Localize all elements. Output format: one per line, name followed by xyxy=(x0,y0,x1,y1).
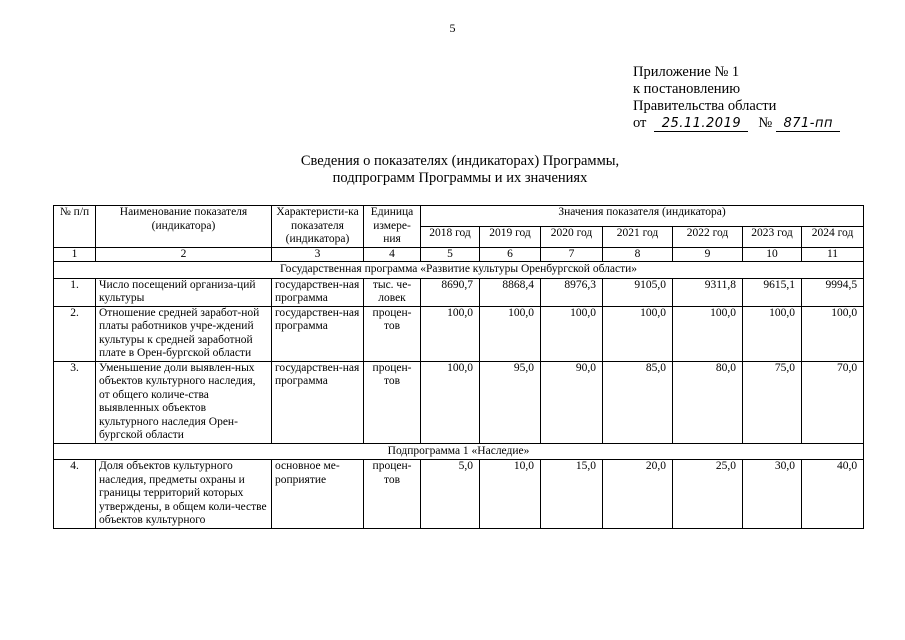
header-year: 2020 год xyxy=(541,226,603,247)
value-cell: 85,0 xyxy=(603,361,673,443)
characteristic-cell: государствен-ная программа xyxy=(272,361,364,443)
table-row xyxy=(54,361,864,443)
indicator-name-cell: Доля объектов культурного наследия, предметы охраны и границы территорий которых утверждены, в общем коли-честве объектов культурного xyxy=(96,460,272,529)
header-row-1 xyxy=(54,206,864,227)
header-year: 2019 год xyxy=(480,226,541,247)
column-number: 8 xyxy=(603,247,673,262)
section-title: Государственная программа «Развитие культуры Оренбургской области» xyxy=(54,262,864,279)
characteristic-cell: государствен-ная программа xyxy=(272,278,364,306)
row-number-cell: 2. xyxy=(54,306,96,361)
unit-cell: процен-тов xyxy=(364,460,421,529)
column-number: 11 xyxy=(802,247,864,262)
value-cell: 100,0 xyxy=(673,306,743,361)
appendix-date-line xyxy=(633,115,840,132)
from-prefix: от xyxy=(633,115,647,131)
table-row xyxy=(54,306,864,361)
indicator-name-cell: Уменьшение доли выявлен-ных объектов культурного наследия, от общего количе-ства выявленных объектов культурного наследия Орен-бургской области xyxy=(96,361,272,443)
value-cell: 25,0 xyxy=(673,460,743,529)
value-cell: 5,0 xyxy=(421,460,480,529)
column-number: 7 xyxy=(541,247,603,262)
appendix-line-3: Правительства области xyxy=(633,98,777,114)
value-cell: 9994,5 xyxy=(802,278,864,306)
row-number-cell: 3. xyxy=(54,361,96,443)
value-cell: 9311,8 xyxy=(673,278,743,306)
column-number: 3 xyxy=(272,247,364,262)
appendix-block xyxy=(633,64,840,132)
unit-cell: тыс. че-ловек xyxy=(364,278,421,306)
page-number: 5 xyxy=(449,21,456,35)
section-row xyxy=(54,262,864,279)
indicators-table xyxy=(53,205,864,529)
column-number-row xyxy=(54,247,864,262)
value-cell: 8976,3 xyxy=(541,278,603,306)
header-values-group: Значения показателя (индикатора) xyxy=(421,206,864,227)
characteristic-cell: государствен-ная программа xyxy=(272,306,364,361)
column-number: 2 xyxy=(96,247,272,262)
title-line-1: Сведения о показателях (индикаторах) Программы, xyxy=(300,153,620,169)
value-cell: 80,0 xyxy=(673,361,743,443)
column-number: 10 xyxy=(743,247,802,262)
title-line-2: подпрограмм Программы и их значениях xyxy=(332,170,588,186)
header-year: 2023 год xyxy=(743,226,802,247)
header-characteristic: Характеристи-ка показателя (индикатора) xyxy=(272,206,364,248)
value-cell: 10,0 xyxy=(480,460,541,529)
column-number: 4 xyxy=(364,247,421,262)
value-cell: 8868,4 xyxy=(480,278,541,306)
value-cell: 75,0 xyxy=(743,361,802,443)
value-cell: 95,0 xyxy=(480,361,541,443)
header-year: 2018 год xyxy=(421,226,480,247)
handwritten-number: 871-пп xyxy=(776,117,840,132)
unit-cell: процен-тов xyxy=(364,306,421,361)
value-cell: 9105,0 xyxy=(603,278,673,306)
header-num: № п/п xyxy=(54,206,96,248)
column-number: 6 xyxy=(480,247,541,262)
section-row xyxy=(54,443,864,460)
table-row xyxy=(54,278,864,306)
number-symbol: № xyxy=(758,115,773,131)
value-cell: 100,0 xyxy=(743,306,802,361)
value-cell: 8690,7 xyxy=(421,278,480,306)
table-row xyxy=(54,460,864,529)
appendix-line-1: Приложение № 1 xyxy=(633,64,740,80)
document-title xyxy=(230,153,690,187)
appendix-line-2: к постановлению xyxy=(633,81,741,97)
value-cell: 100,0 xyxy=(421,361,480,443)
value-cell: 9615,1 xyxy=(743,278,802,306)
value-cell: 100,0 xyxy=(603,306,673,361)
indicator-name-cell: Отношение средней заработ-ной платы работников учре-ждений культуры к средней заработной плате в Орен-бургской области xyxy=(96,306,272,361)
value-cell: 40,0 xyxy=(802,460,864,529)
handwritten-date: 25.11.2019 xyxy=(654,117,748,132)
value-cell: 30,0 xyxy=(743,460,802,529)
header-year: 2024 год xyxy=(802,226,864,247)
header-name: Наименование показателя (индикатора) xyxy=(96,206,272,248)
value-cell: 100,0 xyxy=(802,306,864,361)
value-cell: 100,0 xyxy=(541,306,603,361)
value-cell: 100,0 xyxy=(421,306,480,361)
unit-cell: процен-тов xyxy=(364,361,421,443)
row-number-cell: 1. xyxy=(54,278,96,306)
column-number: 9 xyxy=(673,247,743,262)
value-cell: 100,0 xyxy=(480,306,541,361)
value-cell: 15,0 xyxy=(541,460,603,529)
header-unit: Единица измере-ния xyxy=(364,206,421,248)
section-title: Подпрограмма 1 «Наследие» xyxy=(54,443,864,460)
value-cell: 90,0 xyxy=(541,361,603,443)
column-number: 5 xyxy=(421,247,480,262)
column-number: 1 xyxy=(54,247,96,262)
value-cell: 20,0 xyxy=(603,460,673,529)
header-year: 2022 год xyxy=(673,226,743,247)
indicator-name-cell: Число посещений организа-ций культуры xyxy=(96,278,272,306)
row-number-cell: 4. xyxy=(54,460,96,529)
value-cell: 70,0 xyxy=(802,361,864,443)
header-year: 2021 год xyxy=(603,226,673,247)
characteristic-cell: основное ме-роприятие xyxy=(272,460,364,529)
